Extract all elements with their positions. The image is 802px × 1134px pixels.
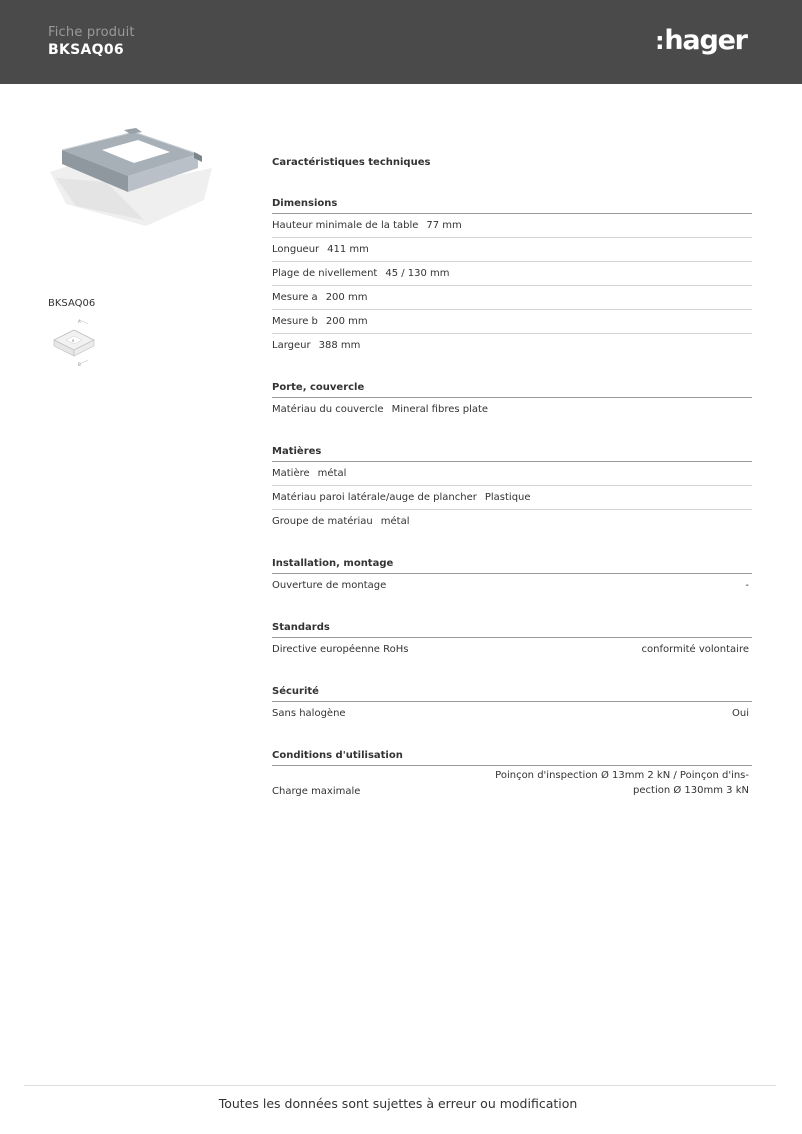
spec-label: Ouverture de montage [272,580,387,591]
section-conditions-utilisation [272,747,752,800]
section-title: Installation, montage [272,555,752,574]
spec-row [272,462,752,486]
section-title: Dimensions [272,195,752,214]
product-reference-label: BKSAQ06 [48,298,96,309]
spec-label: Hauteur minimale de la table 77 mm [272,220,462,231]
spec-value: - [745,580,749,591]
thumb-label-bottom: B [78,362,81,367]
spec-value: 45 / 130 mm [385,268,450,279]
spec-label: Matériau paroi latérale/auge de plancher Plastique [272,492,531,503]
spec-row [272,766,752,800]
header-subtitle: Fiche produit [48,25,135,40]
spec-row [272,638,752,661]
spec-label: Plage de nivellement 45 / 130 mm [272,268,450,279]
section-matieres [272,443,752,533]
spec-label: Mesure a 200 mm [272,292,368,303]
product-image [46,120,216,230]
section-dimensions [272,195,752,357]
section-porte-couvercle [272,379,752,421]
logo-colon: : [655,27,664,55]
thumb-label-top: A [78,319,81,324]
footer-divider [24,1085,776,1086]
spec-value: Mineral fibres plate [391,404,489,415]
spec-row [272,214,752,238]
section-title: Standards [272,619,752,638]
spec-value: 388 mm [318,340,361,351]
section-title: Sécurité [272,683,752,702]
spec-value: 200 mm [325,292,368,303]
thumb-label-center: B [72,339,75,343]
section-securite [272,683,752,725]
spec-value: Oui [732,708,749,719]
dimension-drawing-thumbnail [50,316,98,368]
spec-label: Largeur 388 mm [272,340,361,351]
section-standards [272,619,752,661]
logo-text: hager [664,25,747,56]
spec-row [272,398,752,421]
section-title: Porte, couvercle [272,379,752,398]
product-reference-title: BKSAQ06 [48,42,124,58]
spec-label: Longueur 411 mm [272,244,369,255]
spec-row [272,238,752,262]
spec-value: Poinçon d'inspection Ø 13mm 2 kN / Poinçon d'ins-pection Ø 130mm 3 kN [495,770,749,796]
spec-label: Charge maximale [272,786,361,797]
section-installation-montage [272,555,752,597]
footer-disclaimer: Toutes les données sont sujettes à erreur ou modification [218,1096,578,1111]
spec-value: 77 mm [426,220,462,231]
spec-value: Plastique [484,492,531,503]
section-title: Conditions d'utilisation [272,747,752,766]
page-header [0,0,802,84]
spec-label: Groupe de matériau métal [272,516,410,527]
spec-label: Matériau du couvercle Mineral fibres plate [272,404,489,415]
spec-row [272,702,752,725]
section-title: Matières [272,443,752,462]
spec-row [272,574,752,597]
specifications-heading: Caractéristiques techniques [272,157,431,168]
spec-label: Matière métal [272,468,347,479]
spec-value: conformité volontaire [641,644,749,655]
spec-row [272,510,752,533]
spec-row [272,486,752,510]
spec-label: Directive européenne RoHs [272,644,409,655]
spec-label: Mesure b 200 mm [272,316,368,327]
spec-label: Sans halogène [272,708,346,719]
spec-row [272,262,752,286]
spec-value: 200 mm [325,316,368,327]
spec-row [272,334,752,357]
spec-row [272,286,752,310]
spec-value: métal [380,516,410,527]
spec-value: 411 mm [327,244,369,255]
technical-specifications [272,153,752,800]
spec-row [272,310,752,334]
hager-logo [655,22,755,62]
spec-value: métal [317,468,347,479]
